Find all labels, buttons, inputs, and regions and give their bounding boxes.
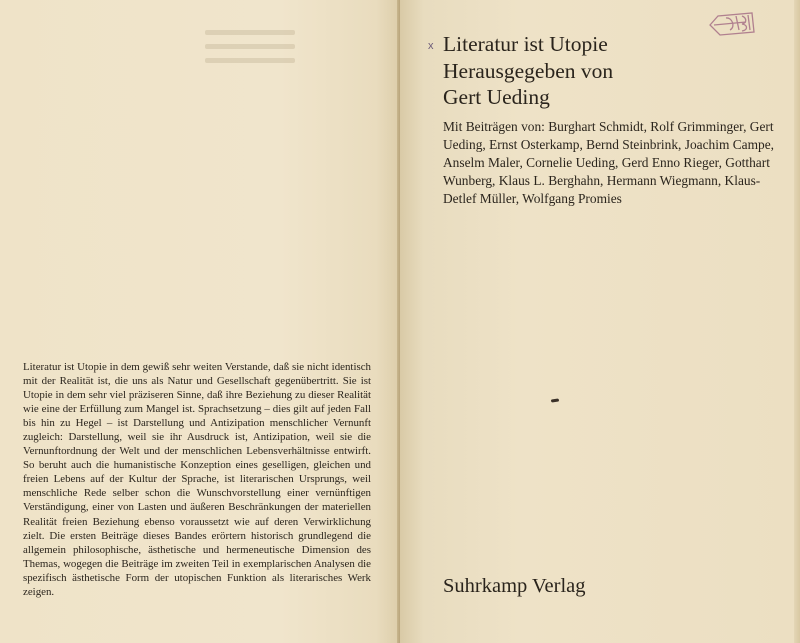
- title-block: [443, 31, 613, 111]
- show-through-text: [205, 30, 295, 64]
- editor-name: Gert Ueding: [443, 85, 550, 109]
- book-title: Literatur ist Utopie: [443, 32, 608, 56]
- blurb-paragraph: Literatur ist Utopie in dem gewiß sehr weiten Verstande, daß sie nicht identisch mit der Realität ist, die uns als Natur und Gesellschaft gegenübertritt. Sie ist Utopie in dem sehr viel präziseren Sinne, daß ihre Beziehung zu dieser Realität wie eine der Erfüllung zum Mangel ist. Sprachsetzung – dies gilt auf jeden Fall bis hin zu Hegel – ist Darstellung und Antizipation menschlicher Vernunft zugleich: Darstellung, weil sie ihr Ausdruck ist, Antizipation, weil sie die Vernunftordnung der Welt und der menschlichen Lebensverhältnisse entwirft. So beruht auch die humanistische Konzeption eines geselligen, gleichen und freien Lebens auf der Kultur der Sprache, ist literarischen Ursprungs, weil menschliche Rede selber schon die Wunschvorstellung einer vernünftigen Verständigung, einer von Lasten und äußeren Beschränkungen der materiellen Realität freien Beziehung ebenso voraussetzt wie auf deren Verwirklichung zielt. Die ersten Beiträge dieses Bandes erörtern historisch grundlegend die allgemein philosophische, ästhetische und hermeneutische Dimension des Themas, wogegen die Beiträge im zweiten Teil in exemplarischen Analysen die spezifisch ästhetische Form der utopischen Funktion als literarisches Werk zeigen.: [23, 361, 371, 598]
- library-stamp-icon: [706, 8, 758, 38]
- publisher-name: Suhrkamp Verlag: [443, 575, 586, 597]
- editor-line: Herausgegeben von: [443, 58, 614, 83]
- contributors-list: Mit Beiträgen von: Burghart Schmidt, Rolf Grimminger, Gert Ueding, Ernst Osterkamp, Bernd Steinbrink, Joachim Campe, Anselm Maler, Cornelie Ueding, Gerd Enno Rieger, Gotthart Wunberg, Klaus L. Berghahn, Hermann Wiegmann, Klaus-Detlef Müller, Wolfgang Promies: [443, 119, 774, 207]
- page-edge: [794, 0, 800, 643]
- margin-mark: x: [428, 40, 434, 52]
